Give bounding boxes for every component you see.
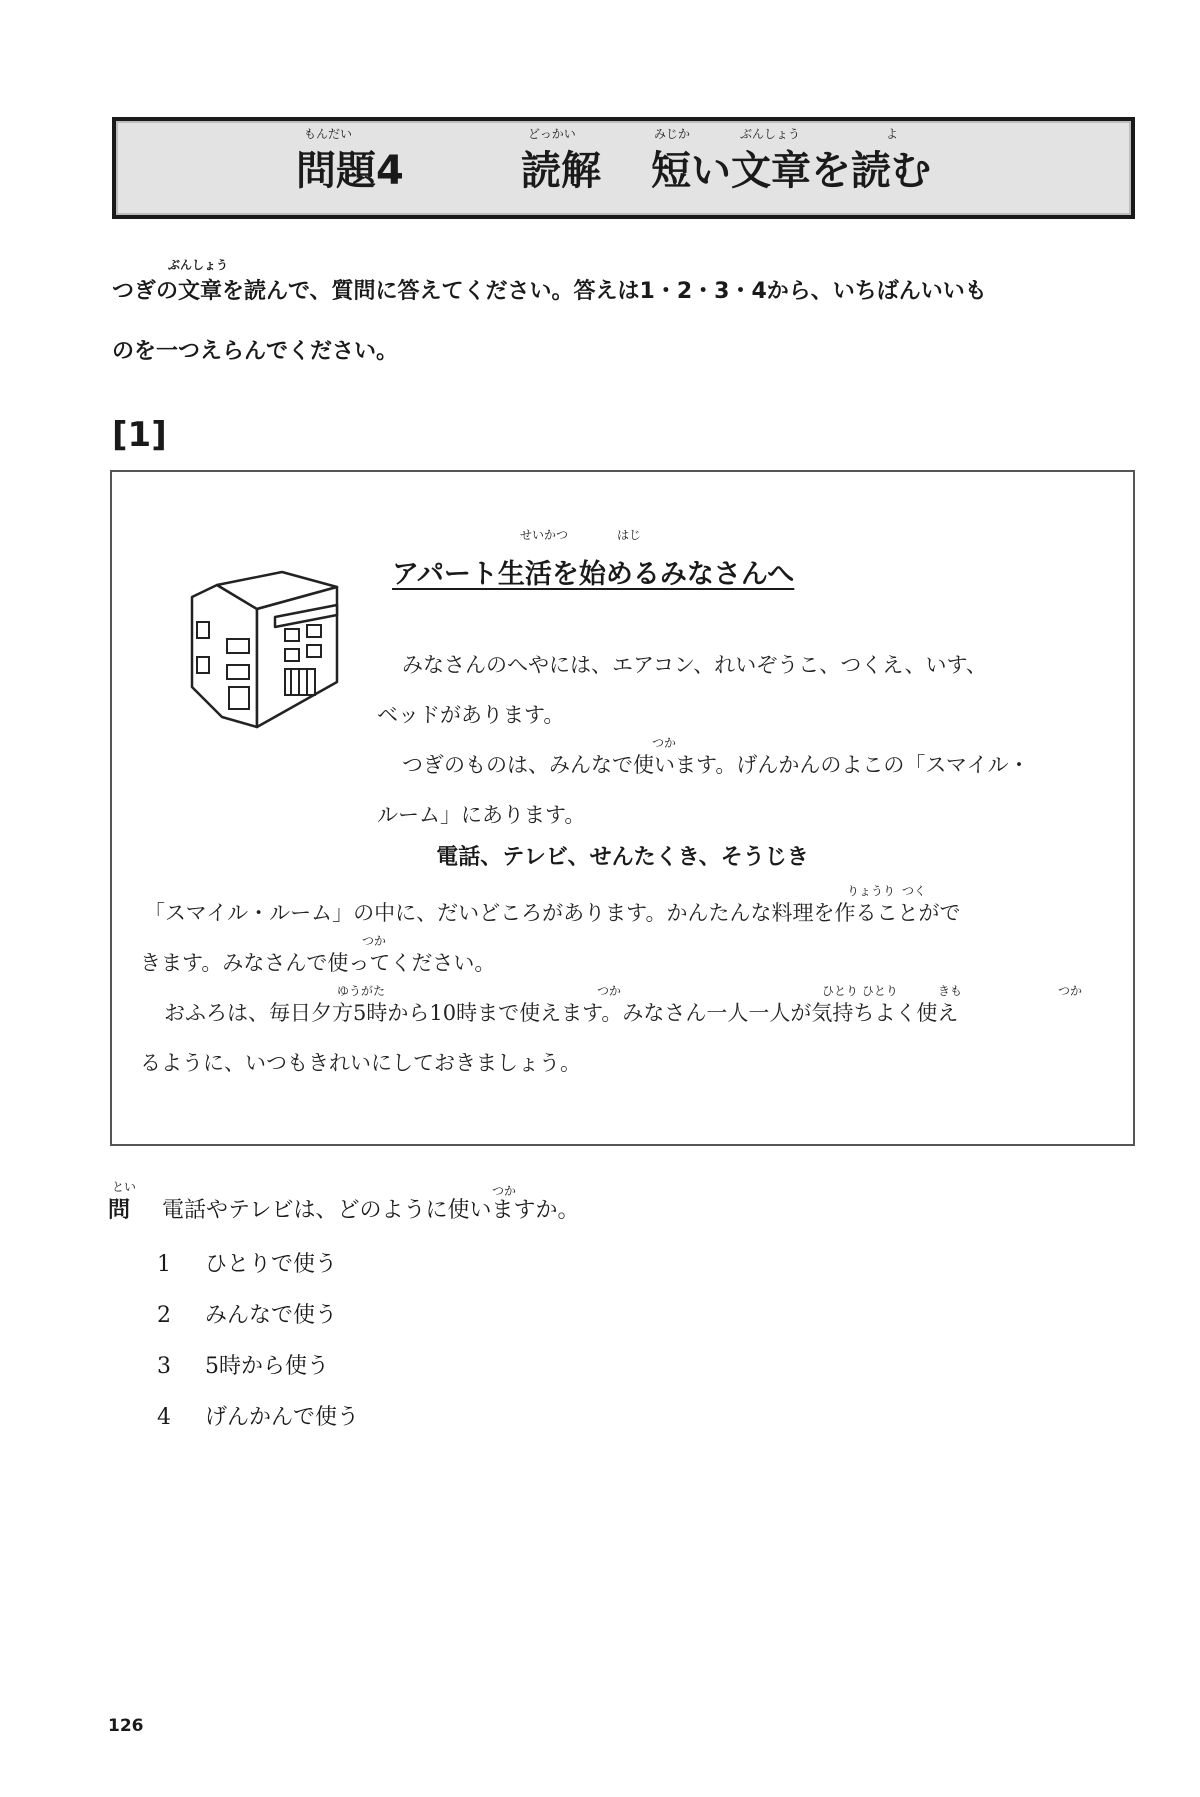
passage-line-1: みなさんのへやには、エアコン、れいぞうこ、つくえ、いす、 xyxy=(402,653,987,677)
ruby-yo: よ xyxy=(886,127,899,141)
passage-title: アパート生活を始めるみなさんへ xyxy=(392,559,795,590)
ruby-ryouri: りょうり xyxy=(847,884,896,898)
instructions-line-1: つぎの文章を読んで、質問に答えてください。答えは1・2・3・4から、いちばんいいも xyxy=(112,279,987,304)
instructions-line-2: のを一つえらんでください。 xyxy=(112,339,399,364)
ruby-bunshou-instr: ぶんしょう xyxy=(168,258,229,272)
option-number: 3 xyxy=(157,1354,171,1379)
section-header-bar xyxy=(112,117,1135,219)
answer-option-2[interactable] xyxy=(157,1298,337,1329)
ruby-mondai: もんだい xyxy=(304,127,353,141)
answer-option-4[interactable] xyxy=(157,1400,359,1431)
ruby-tsuka-2: つか xyxy=(362,934,387,948)
option-number: 2 xyxy=(157,1303,171,1328)
facilities-list: 電話、テレビ、せんたくき、そうじき xyxy=(436,845,809,870)
option-text: ひとりで使う xyxy=(205,1252,338,1277)
question-text: 電話やテレビは、どのように使いますか。 xyxy=(162,1198,580,1223)
ruby-seikatsu: せいかつ xyxy=(520,528,569,542)
option-number: 4 xyxy=(157,1405,171,1430)
problem-label: 問題4 xyxy=(296,148,404,194)
passage-line-8: るように、いつもきれいにしておきましょう。 xyxy=(140,1051,581,1075)
ruby-tsuka-1: つか xyxy=(652,736,677,750)
ruby-yuugata: ゆうがた xyxy=(337,984,386,998)
apartment-building-icon xyxy=(187,567,347,737)
ruby-tsuka-4: つか xyxy=(1058,984,1083,998)
passage-box xyxy=(110,470,1135,1146)
option-number: 1 xyxy=(157,1252,171,1277)
section-number: [1] xyxy=(112,415,167,455)
ruby-mijika: みじか xyxy=(654,127,691,141)
ruby-tsuka-q: つか xyxy=(492,1184,517,1198)
passage-line-3: つぎのものは、みんなで使います。げんかんのよこの「スマイル・ xyxy=(402,753,1030,777)
ruby-bunshou: ぶんしょう xyxy=(740,127,801,141)
ruby-toi: とい xyxy=(112,1180,137,1194)
passage-line-4: ルーム」にあります。 xyxy=(377,803,586,827)
ruby-haji: はじ xyxy=(617,528,642,542)
answer-option-3[interactable] xyxy=(157,1349,329,1380)
ruby-hitorihitori: ひとり ひとり xyxy=(822,984,898,998)
ruby-tsuka-3: つか xyxy=(597,984,622,998)
option-text: げんかんで使う xyxy=(205,1405,360,1430)
page-number: 126 xyxy=(108,1716,144,1736)
passage-line-5: 「スマイル・ルーム」の中に、だいどころがあります。かんたんな料理を作ることがで xyxy=(144,901,961,925)
passage-line-7: おふろは、毎日夕方5時から10時まで使えます。みなさん一人一人が気持ちよく使え xyxy=(164,1001,959,1025)
option-text: みんなで使う xyxy=(205,1303,338,1328)
answer-option-1[interactable] xyxy=(157,1247,337,1278)
ruby-tsuku: つく xyxy=(902,884,927,898)
passage-line-2: ベッドがあります。 xyxy=(377,703,565,727)
option-text: 5時から使う xyxy=(205,1354,329,1379)
section-label: 読解 xyxy=(521,148,601,194)
ruby-dokkai: どっかい xyxy=(528,127,576,141)
section-subtitle: 短い文章を読む xyxy=(651,148,931,194)
question-prefix: 問 xyxy=(108,1197,131,1223)
ruby-kimo: きも xyxy=(938,984,963,998)
instructions xyxy=(112,258,1142,382)
passage-line-6: きます。みなさんで使ってください。 xyxy=(140,951,496,975)
